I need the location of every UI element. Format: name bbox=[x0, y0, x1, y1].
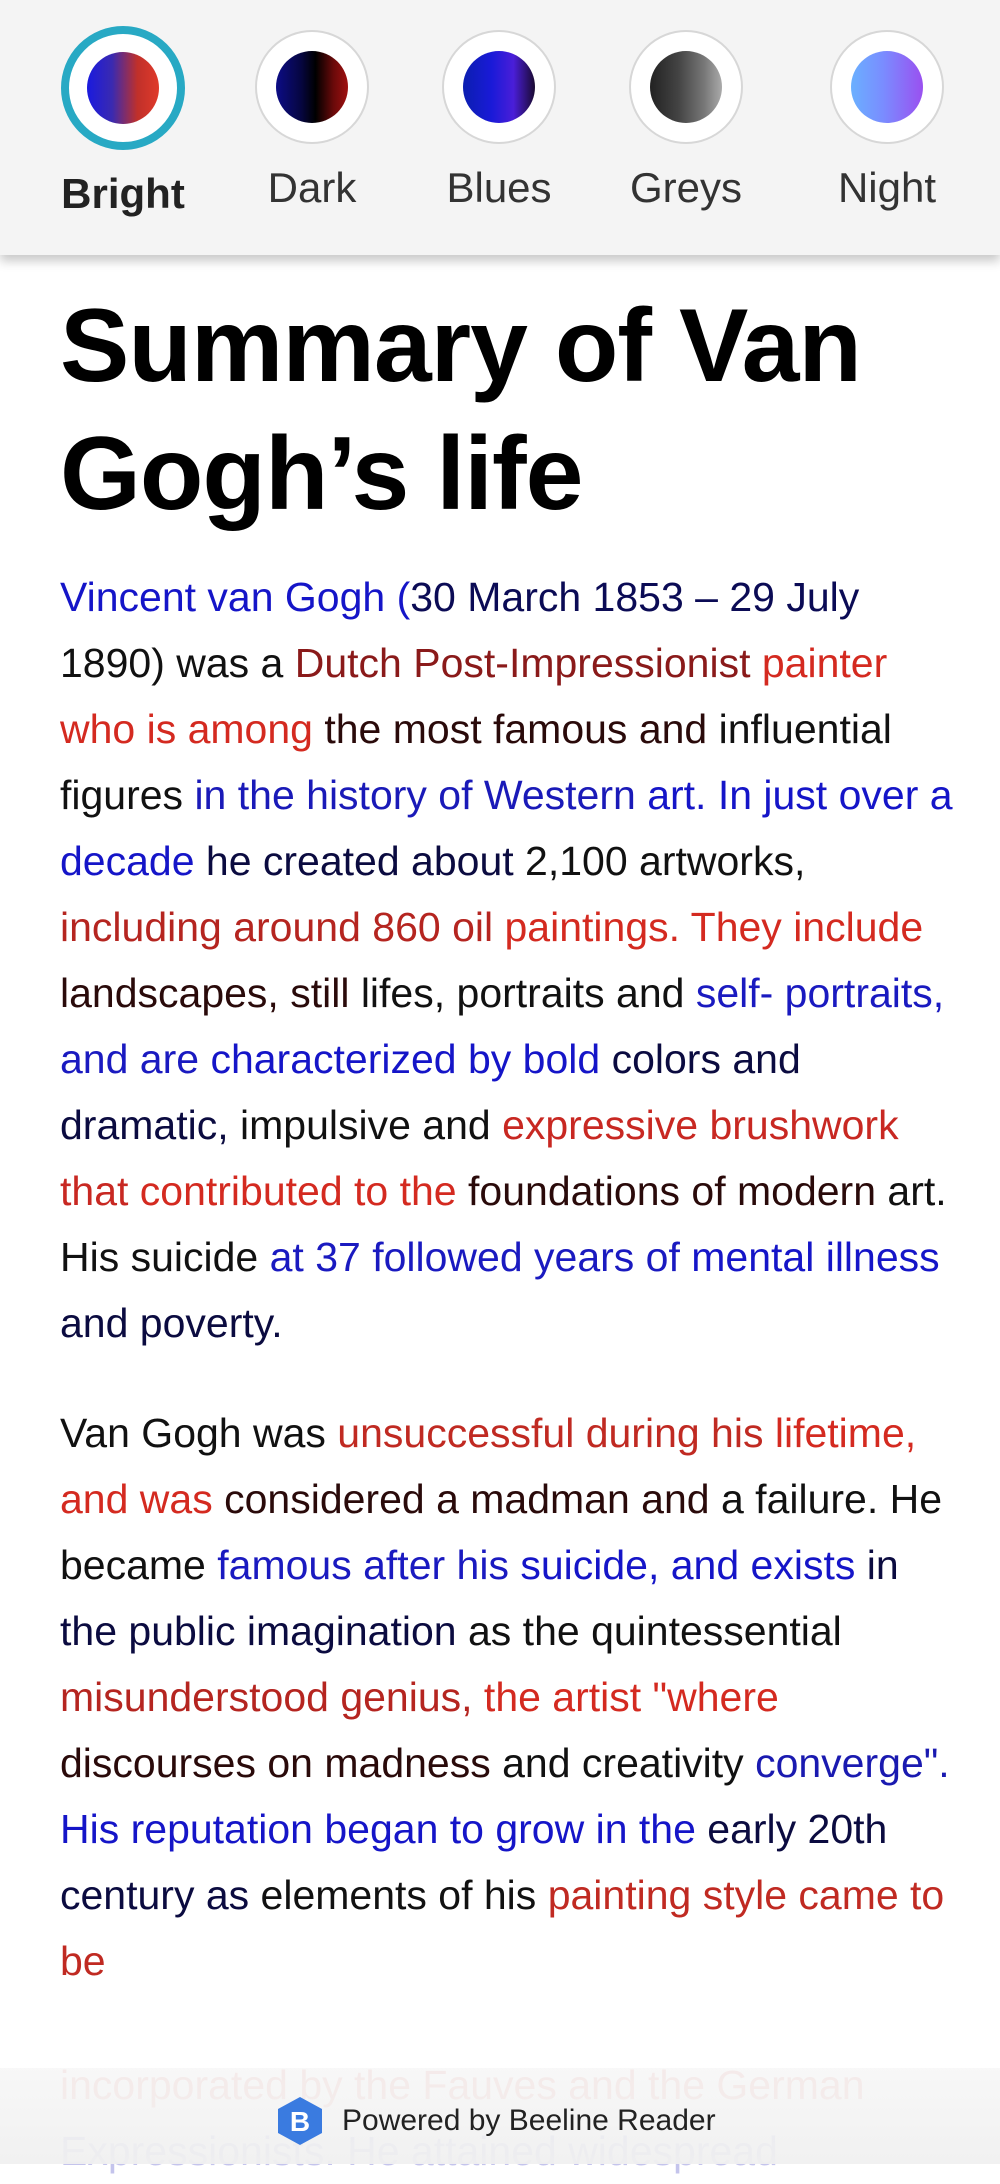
theme-bright-label: Bright bbox=[61, 170, 185, 217]
paragraph-2-segment: suicide, and exists bbox=[520, 1542, 867, 1588]
theme-swatch-ring bbox=[442, 30, 556, 144]
theme-greys-option[interactable] bbox=[611, 30, 761, 250]
paragraph-1-segment: impulsive and bbox=[240, 1102, 503, 1148]
article-paragraph-1 bbox=[60, 564, 960, 1356]
theme-swatch-ring bbox=[255, 30, 369, 144]
paragraph-1-segment: 1890) was a bbox=[60, 640, 295, 686]
paragraph-1-segment: art. His suicide bbox=[60, 1168, 947, 1280]
paragraph-2-segment: a failure. He became bbox=[60, 1476, 943, 1588]
paragraph-2-segment: in the public imagination bbox=[60, 1542, 899, 1654]
paragraph-1-segment: including around 860 oil bbox=[60, 904, 505, 950]
theme-bright-swatch bbox=[87, 52, 159, 124]
beeline-logo-icon bbox=[276, 2096, 324, 2146]
paragraph-1-segment: Dutch Post-Impressionist bbox=[294, 640, 762, 686]
paragraph-2-segment: the artist "where bbox=[483, 1674, 779, 1720]
paragraph-2-segment: unsuccessful during his bbox=[337, 1410, 775, 1456]
paragraph-1-segment: 2,100 artworks, bbox=[525, 838, 806, 884]
paragraph-2-segment: Van Gogh was bbox=[60, 1410, 338, 1456]
theme-blues-option[interactable] bbox=[424, 30, 574, 250]
paragraph-1-segment: foundations of modern bbox=[468, 1168, 888, 1214]
paragraph-1-segment: in the history of Western bbox=[194, 772, 648, 818]
paragraph-1-segment: he created about bbox=[205, 838, 526, 884]
powered-by-badge[interactable] bbox=[276, 2094, 716, 2148]
theme-picker bbox=[0, 0, 1000, 255]
theme-night-swatch bbox=[851, 51, 923, 123]
paragraph-1-segment: self- portraits, and are bbox=[60, 970, 945, 1082]
theme-night-label: Night bbox=[837, 164, 937, 211]
theme-dark-option[interactable] bbox=[237, 30, 387, 250]
paragraph-1-segment: lifes, portraits and bbox=[360, 970, 696, 1016]
theme-blues-swatch bbox=[463, 51, 535, 123]
article bbox=[60, 282, 960, 2038]
article-paragraph-2 bbox=[60, 1400, 960, 1994]
article-title: Summary of Van Gogh’s life bbox=[60, 288, 861, 532]
theme-swatch-ring bbox=[830, 30, 944, 144]
paragraph-1-segment: 30 March 1853 – 29 July bbox=[410, 574, 860, 620]
paragraph-1-segment: painter who is among bbox=[60, 640, 888, 752]
paragraph-1-segment: colors and dramatic, bbox=[60, 1036, 801, 1148]
theme-blues-label: Blues bbox=[446, 164, 552, 211]
theme-greys-swatch bbox=[650, 51, 722, 123]
paragraph-1-segment: art. In just over a decade bbox=[60, 772, 953, 884]
powered-by-text: Powered by Beeline Reader bbox=[342, 2104, 716, 2137]
paragraph-1-segment: paintings. They include bbox=[504, 904, 924, 950]
paragraph-2-segment: converge". bbox=[755, 1740, 950, 1786]
paragraph-1-segment: landscapes, still bbox=[60, 970, 361, 1016]
paragraph-2-segment: elements of his bbox=[260, 1872, 548, 1918]
paragraph-2-segment: painting style came to be bbox=[60, 1872, 945, 1984]
paragraph-2-segment: misunderstood genius, bbox=[60, 1674, 484, 1720]
beeline-logo-letter: B bbox=[289, 2106, 311, 2137]
paragraph-1-segment: contributed to the bbox=[139, 1168, 469, 1214]
paragraph-2-segment: lifetime, and was bbox=[60, 1410, 917, 1522]
paragraph-2-segment: and creativity bbox=[502, 1740, 756, 1786]
paragraph-2-segment: as the quintessential bbox=[467, 1608, 842, 1654]
paragraph-1-segment: at 37 followed years of bbox=[269, 1234, 692, 1280]
theme-dark-swatch bbox=[276, 51, 348, 123]
paragraph-1-segment: Vincent van Gogh ( bbox=[60, 574, 411, 620]
paragraph-2-segment: His reputation bbox=[60, 1806, 325, 1852]
theme-greys-label: Greys bbox=[629, 164, 742, 211]
theme-swatch-ring bbox=[61, 26, 185, 150]
paragraph-2-segment: early 20th century as bbox=[60, 1806, 888, 1918]
powered-by-footer bbox=[0, 2068, 1000, 2164]
theme-bright-option[interactable] bbox=[48, 30, 198, 250]
theme-dark-label: Dark bbox=[267, 164, 357, 211]
paragraph-2-segment: famous after his bbox=[217, 1542, 521, 1588]
theme-swatch-ring bbox=[629, 30, 743, 144]
paragraph-2-segment: considered a madman and bbox=[224, 1476, 721, 1522]
paragraph-1-segment: expressive brushwork that bbox=[60, 1102, 899, 1214]
paragraph-1-segment: and poverty. bbox=[60, 1300, 283, 1346]
theme-night-option[interactable] bbox=[812, 30, 962, 250]
paragraph-1-segment: the most famous and bbox=[324, 706, 719, 752]
paragraph-1-segment: mental illness bbox=[691, 1234, 940, 1280]
paragraph-1-segment: characterized by bold bbox=[210, 1036, 612, 1082]
paragraph-2-segment: began to grow in the bbox=[324, 1806, 708, 1852]
paragraph-2-segment: discourses on madness bbox=[60, 1740, 503, 1786]
paragraph-1-segment: influential figures bbox=[60, 706, 892, 818]
